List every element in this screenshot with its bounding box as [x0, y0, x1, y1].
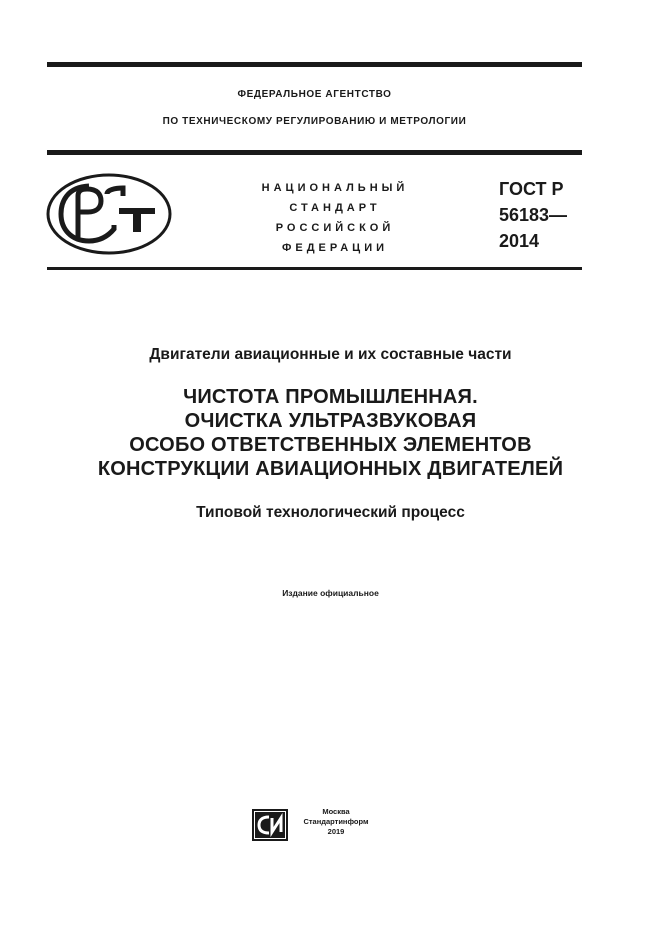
standartinform-logo-icon [252, 809, 288, 841]
standard-type-line: СТАНДАРТ [289, 202, 381, 214]
standard-code-line: ГОСТ Р [499, 179, 564, 199]
document-subject: Двигатели авиационные и их составные части [149, 346, 512, 363]
document-subtitle: Типовой технологический процесс [196, 504, 465, 521]
header-rule [47, 150, 582, 155]
publisher-block [293, 807, 379, 837]
header-bottom-rule [47, 267, 582, 270]
publisher-year: 2019 [327, 827, 345, 836]
top-rule [47, 62, 582, 67]
title-line: ОЧИСТКА УЛЬТРАЗВУКОВАЯ [184, 410, 477, 432]
standard-type-line: РОССИЙСКОЙ [275, 222, 395, 234]
standard-code-line: 2014 [499, 231, 540, 251]
rst-gost-emblem-icon [45, 172, 173, 256]
document-title [40, 385, 621, 481]
standard-type-line: ФЕДЕРАЦИИ [281, 242, 389, 254]
publisher-city: Москва [322, 807, 350, 816]
agency-line-1: ФЕДЕРАЛЬНОЕ АГЕНТСТВО [237, 89, 392, 100]
standard-type [225, 178, 445, 258]
title-line: ОСОБО ОТВЕТСТВЕННЫХ ЭЛЕМЕНТОВ [129, 434, 532, 456]
agency-line-2: ПО ТЕХНИЧЕСКОМУ РЕГУЛИРОВАНИЮ И МЕТРОЛОГИИ [162, 116, 467, 127]
title-line: КОНСТРУКЦИИ АВИАЦИОННЫХ ДВИГАТЕЛЕЙ [97, 458, 564, 480]
title-line: ЧИСТОТА ПРОМЫШЛЕННАЯ. [183, 386, 478, 408]
edition-note: Издание официальное [282, 588, 379, 598]
publisher-name: Стандартинформ [303, 817, 369, 826]
standard-type-line: НАЦИОНАЛЬНЫЙ [261, 182, 409, 194]
standard-code [499, 176, 567, 254]
standard-code-line: 56183— [499, 205, 568, 225]
